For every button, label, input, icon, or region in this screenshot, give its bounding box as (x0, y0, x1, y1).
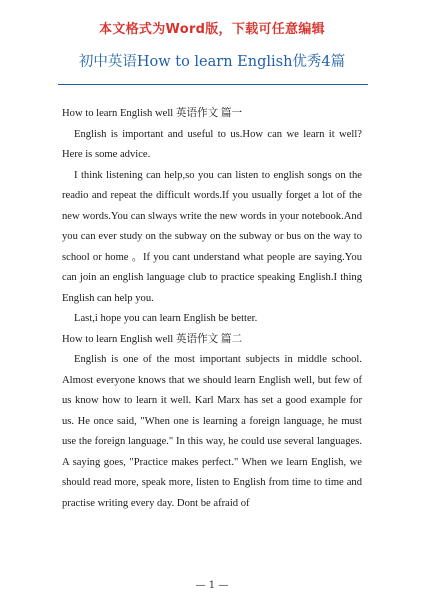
body-paragraph: Last,i hope you can learn English be better. (74, 313, 258, 324)
essay-heading-2: How to learn English well 英语作文 篇二 (62, 333, 243, 345)
document-body (62, 104, 362, 514)
essay-heading-1: How to learn English well 英语作文 篇一 (62, 108, 243, 119)
document-title: 初中英语How to learn English优秀4篇 (78, 54, 346, 70)
page-number: — 1 — (195, 580, 229, 591)
title-divider (58, 84, 368, 85)
format-banner: 本文格式为Word版，下载可任意编辑 (99, 22, 325, 37)
body-paragraph: English is important and useful to us.How can we learn it well?Here is some advice. (62, 128, 362, 160)
body-paragraph: English is one of the most important subjects in middle school. Almost everyone knows that we should learn English well, but few of us know how to learn it well. Karl Marx has set a good example for us. He once said, "When one is learning a foreign language, he must use the foreign language." In this way, he could use several languages. A saying goes, "Practice makes perfect." When we learn English, we should read more, speak more, listen to English from time to time and practise writing every day. Dont be afraid of (62, 354, 362, 509)
body-paragraph: I think listening can help,so you can listen to english songs on the readio and repeat the difficult words.If you usually forget a lot of the new words.You can slways write the new words in your notebook.And you can ever study on the subway on the subway or bus on the way to school or home 。If you cant understand what people are saying.You can join an english language club to practice speaking English.I thing English can help you. (62, 169, 362, 304)
